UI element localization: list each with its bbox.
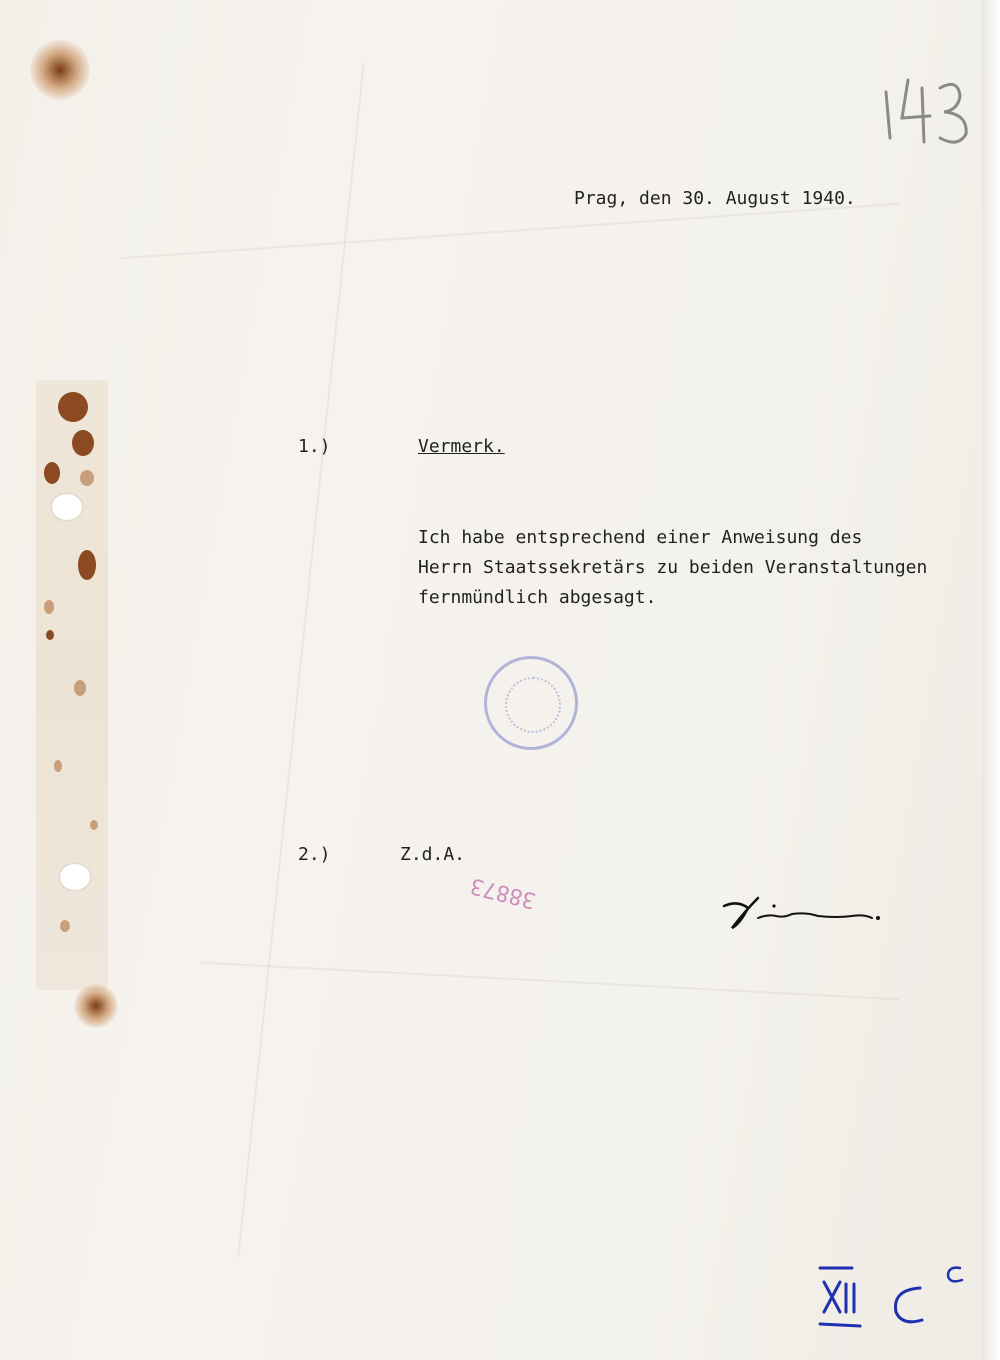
rust-spot	[78, 550, 96, 580]
rust-spot	[74, 680, 86, 696]
rust-spot	[80, 470, 94, 486]
body-line: Ich habe entsprechend einer Anweisung des	[418, 527, 863, 548]
rust-spot	[60, 920, 70, 932]
rust-spot	[44, 462, 60, 484]
rust-spot	[90, 820, 98, 830]
round-stamp	[484, 656, 578, 750]
punch-hole	[52, 494, 82, 520]
rust-spot	[72, 430, 94, 456]
page-number-mark	[878, 70, 978, 150]
archive-mark	[812, 1260, 972, 1340]
section-1-heading: Vermerk.	[418, 436, 505, 457]
rust-spot	[54, 760, 62, 772]
burn-mark	[30, 40, 90, 100]
burn-mark	[74, 984, 118, 1028]
signature	[718, 888, 888, 938]
section-2-text: Z.d.A.	[400, 844, 466, 865]
body-line: Herrn Staatssekretärs zu beiden Veranstaltungen	[418, 557, 928, 578]
rust-spot	[58, 392, 88, 422]
page-number-text: 143	[878, 70, 880, 71]
date-line: Prag, den 30. August 1940.	[574, 188, 856, 209]
section-1-number: 1.)	[298, 436, 331, 457]
section-2-number: 2.)	[298, 844, 331, 865]
paper-edge	[982, 0, 1000, 1360]
body-line: fernmündlich abgesagt.	[418, 587, 657, 608]
number-stamp: 38873	[467, 872, 539, 913]
rust-spot	[46, 630, 54, 640]
punch-hole	[60, 864, 90, 890]
rust-spot	[44, 600, 54, 614]
